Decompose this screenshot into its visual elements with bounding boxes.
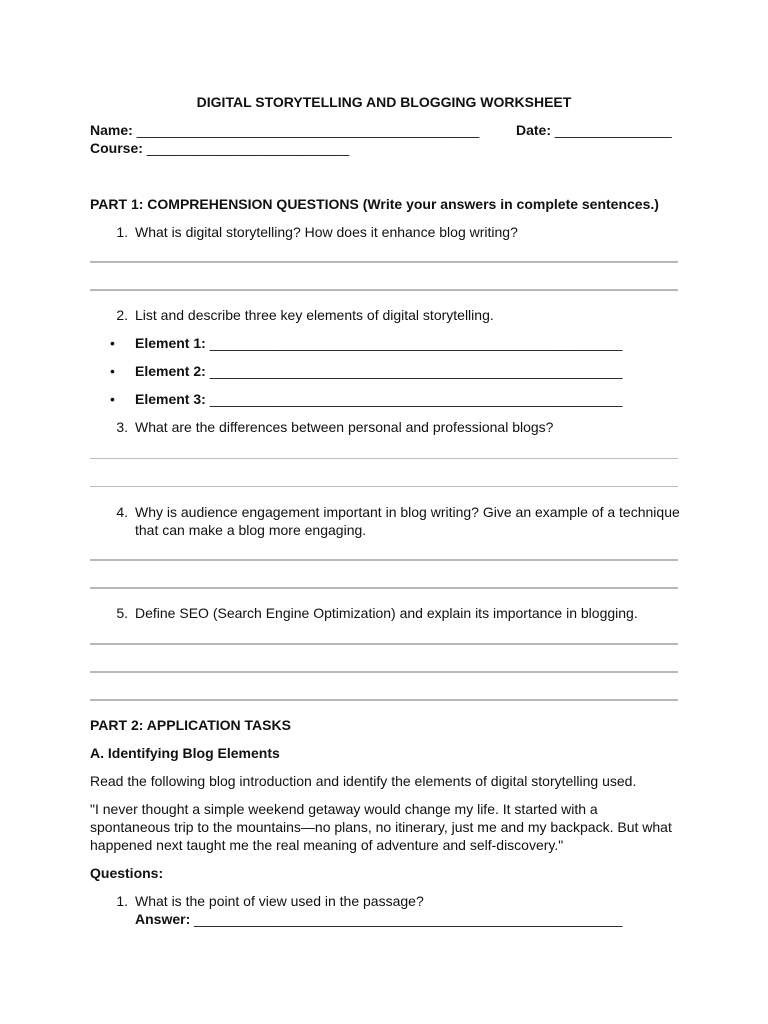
course-field <box>90 139 349 157</box>
answer-line <box>90 671 678 673</box>
element-1-label: Element 1: <box>135 335 206 351</box>
name-blank: ____________________________________________ <box>136 122 480 138</box>
answer-line <box>90 261 678 263</box>
element-1-blank: _____________________________________________________ <box>209 335 623 351</box>
bullet: • <box>110 363 115 379</box>
bullet: • <box>110 335 115 351</box>
date-field <box>516 121 672 139</box>
question-2-number: 2. <box>116 307 128 323</box>
element-2-label: Element 2: <box>135 363 206 379</box>
element-2-blank: _____________________________________________________ <box>209 363 623 379</box>
part2-question-1-text: What is the point of view used in the passage? <box>135 893 424 909</box>
element-2-field <box>135 362 622 380</box>
answer-field <box>135 910 622 928</box>
question-1-text: What is digital storytelling? How does it enhance blog writing? <box>135 224 518 240</box>
name-field <box>90 121 479 139</box>
question-4-number: 4. <box>116 504 128 520</box>
section-a-instruction: Read the following blog introduction and identify the elements of digital storytelling used. <box>90 773 637 789</box>
part2-heading: PART 2: APPLICATION TASKS <box>90 717 291 733</box>
course-blank: __________________________ <box>146 140 350 156</box>
element-3-blank: _____________________________________________________ <box>209 391 623 407</box>
part2-question-1-number: 1. <box>116 893 128 909</box>
element-3-label: Element 3: <box>135 391 206 407</box>
question-5-text: Define SEO (Search Engine Optimization) and explain its importance in blogging. <box>135 605 638 621</box>
question-1-number: 1. <box>116 224 128 240</box>
worksheet-title: DIGITAL STORYTELLING AND BLOGGING WORKSHEET <box>196 94 572 110</box>
date-blank: _______________ <box>554 122 672 138</box>
answer-line <box>90 458 678 459</box>
answer-line <box>90 699 678 701</box>
blog-passage: "I never thought a simple weekend getaway would change my life. It started with a spontaneous trip to the mountains—no plans, no itinerary, just me and my backpack. But what happened next taught me the real meaning of adventure and self-discovery." <box>90 801 672 853</box>
element-3-field <box>135 390 622 408</box>
question-4-text: Why is audience engagement important in blog writing? Give an example of a technique that can make a blog more engaging. <box>135 504 680 538</box>
question-3-number: 3. <box>116 419 128 435</box>
answer-line <box>90 486 678 487</box>
date-label: Date: <box>516 122 552 138</box>
answer-line <box>90 587 678 589</box>
element-1-field <box>135 334 622 352</box>
answer-line <box>90 289 678 291</box>
bullet: • <box>110 391 115 407</box>
answer-line <box>90 643 678 645</box>
answer-blank: _______________________________________________________ <box>194 911 623 927</box>
part1-heading: PART 1: COMPREHENSION QUESTIONS (Write your answers in complete sentences.) <box>90 196 659 212</box>
name-label: Name: <box>90 122 133 138</box>
questions-label: Questions: <box>90 865 164 881</box>
course-label: Course: <box>90 140 143 156</box>
question-5-number: 5. <box>116 605 128 621</box>
question-3-text: What are the differences between personal and professional blogs? <box>135 419 554 435</box>
answer-line <box>90 559 678 561</box>
section-a-heading: A. Identifying Blog Elements <box>90 745 280 761</box>
question-2-text: List and describe three key elements of digital storytelling. <box>135 307 494 323</box>
answer-label: Answer: <box>135 911 191 927</box>
